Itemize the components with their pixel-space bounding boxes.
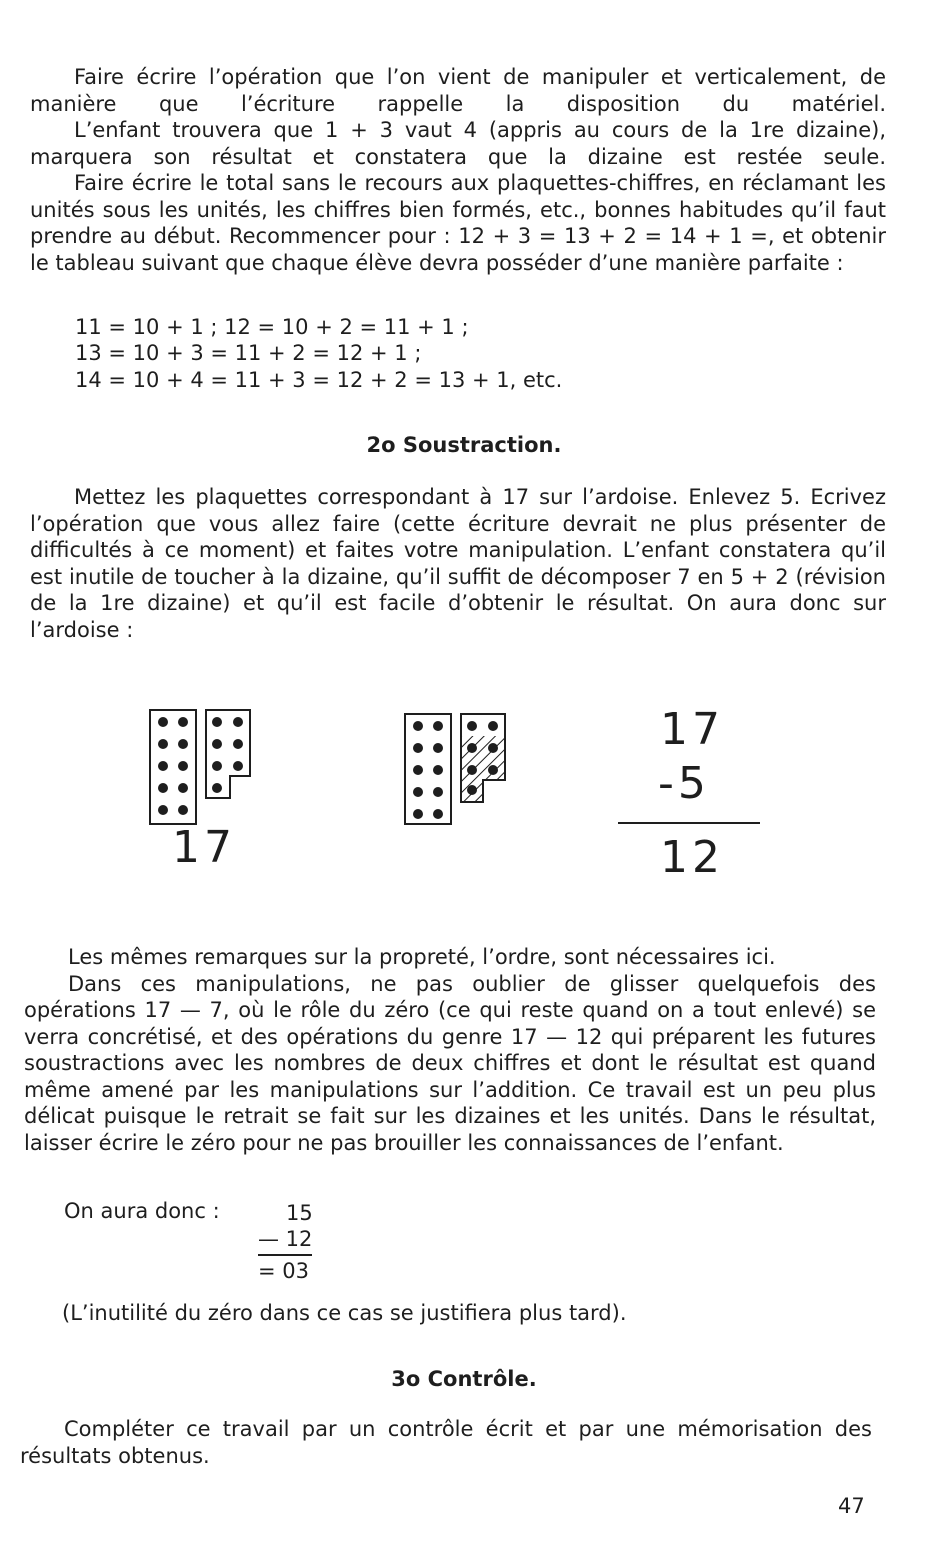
example-line-minus-12: — 12 bbox=[258, 1227, 313, 1251]
controle-paragraph: Compléter ce travail par un contrôle écrit et par une mémorisation des résultats obtenus. bbox=[20, 1417, 872, 1468]
intro-paragraph-3: Faire écrire le total sans le recours aux plaquettes-chiffres, en réclamant les unités sous les unités, les chiffres bien formés, etc., bonnes habitudes qu’il faut prendre au début. Recommencer pour : 12 + 3 = 13 + 2 = 14 + 1 =, et obtenir le tableau suivant que chaque élève devra posséder d’une manière parfaite : bbox=[30, 171, 886, 275]
example-rule bbox=[258, 1254, 312, 1256]
equation-line-1: 11 = 10 + 1 ; 12 = 10 + 2 = 11 + 1 ; bbox=[75, 315, 469, 339]
intro-text bbox=[30, 64, 886, 276]
example-line-15: 15 bbox=[286, 1201, 313, 1225]
soustraction-paragraph: Mettez les plaquettes correspondant à 17 sur l’ardoise. Enlevez 5. Ecrivez l’opération que vous allez faire (cette écriture devrait ne plus présenter de difficultés à ce moment) et faites votre manipulation. L’enfant constatera qu’il est inutile de toucher à la dizaine, qu’il suffit de décomposer 7 en 5 + 2 (révision de la 1re dizaine) et qu’il est facile d’obtenir le résultat. On aura donc sur l’ardoise : bbox=[30, 485, 886, 642]
intro-paragraph-1: Faire écrire l’opération que l’on vient de manipuler et verticalement, de manière que l’écriture rappelle la disposition du matériel. bbox=[30, 65, 886, 116]
operation-result-12: 12 bbox=[660, 832, 724, 883]
equation-line-2: 13 = 10 + 3 = 11 + 2 = 12 + 1 ; bbox=[75, 341, 422, 365]
remarks-paragraph-1: Les mêmes remarques sur la propreté, l’ordre, sont nécessaires ici. bbox=[68, 945, 776, 969]
section-heading-controle: 3o Contrôle. bbox=[391, 1367, 537, 1391]
soustraction-text bbox=[30, 484, 886, 643]
operation-minus-5: -5 bbox=[658, 758, 710, 809]
remarks-text bbox=[24, 944, 876, 1156]
operation-top-17: 17 bbox=[660, 704, 724, 755]
plaquettes-removal-diagram bbox=[395, 700, 525, 830]
zero-note: (L’inutilité du zéro dans ce cas se justifiera plus tard). bbox=[62, 1301, 627, 1325]
diagram-label-17: 17 bbox=[172, 822, 236, 873]
page-number: 47 bbox=[838, 1494, 865, 1518]
example-label: On aura donc : bbox=[64, 1199, 220, 1223]
remarks-paragraph-2: Dans ces manipulations, ne pas oublier de glisser quelquefois des opérations 17 — 7, où le rôle du zéro (ce qui reste quand on a tout enlevé) se verra concrétisé, et des opérations du genre 17 — 12 qui préparent les futures soustractions avec les nombres de deux chiffres et dont le résultat est quand même amené par les manipulations sur l’addition. Ce travail est un peu plus délicat puisque le retrait se fait sur les dizaines et les unités. Dans le résultat, laisser écrire le zéro pour ne pas brouiller les connaissances de l’enfant. bbox=[24, 971, 876, 1155]
intro-paragraph-2: L’enfant trouvera que 1 + 3 vaut 4 (appris au cours de la 1re dizaine), marquera son résultat et constatera que la dizaine est restée seule. bbox=[30, 118, 886, 169]
controle-text bbox=[20, 1416, 872, 1469]
example-line-result: = 03 bbox=[258, 1259, 309, 1283]
equation-line-3: 14 = 10 + 4 = 11 + 3 = 12 + 2 = 13 + 1, etc. bbox=[75, 368, 563, 392]
operation-rule bbox=[618, 822, 760, 824]
plaquettes-17-diagram bbox=[140, 700, 270, 830]
section-heading-soustraction: 2o Soustraction. bbox=[366, 433, 562, 457]
